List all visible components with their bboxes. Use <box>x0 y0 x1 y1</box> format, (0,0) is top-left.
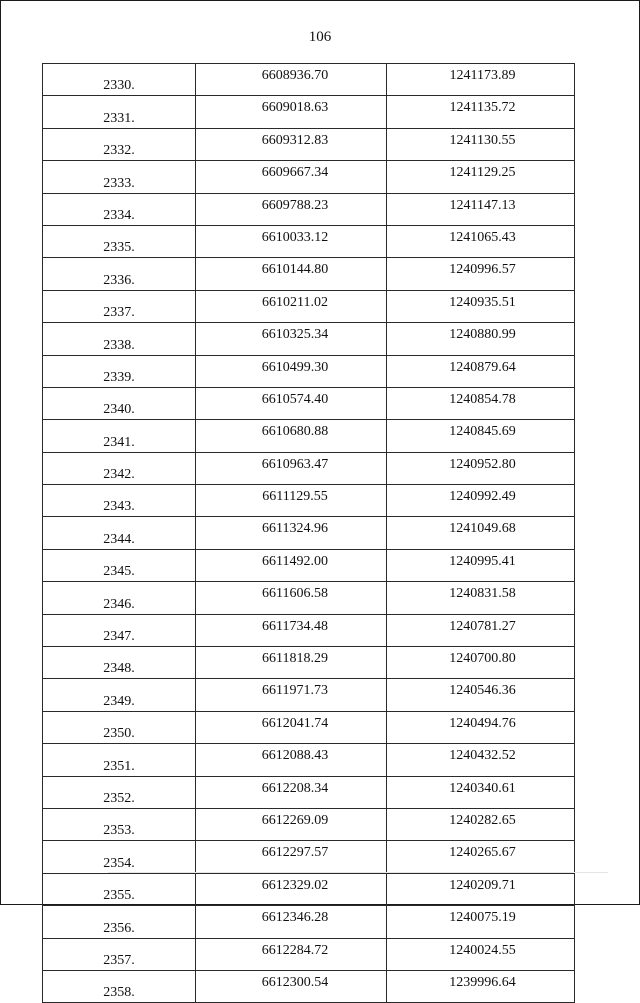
y-coordinate-cell: 1240340.61 <box>387 776 575 808</box>
table-row <box>43 355 575 387</box>
point-number-cell: 2356. <box>43 906 196 938</box>
x-coordinate-cell: 6610574.40 <box>196 387 387 419</box>
x-coordinate-cell: 6611818.29 <box>196 647 387 679</box>
point-number-cell: 2348. <box>43 647 196 679</box>
table-row <box>43 679 575 711</box>
x-coordinate-cell: 6612329.02 <box>196 873 387 905</box>
x-coordinate-cell: 6611324.96 <box>196 517 387 549</box>
point-number-cell: 2336. <box>43 258 196 290</box>
table-row <box>43 906 575 938</box>
point-number-cell: 2332. <box>43 128 196 160</box>
y-coordinate-cell: 1240845.69 <box>387 420 575 452</box>
point-number-cell: 2344. <box>43 517 196 549</box>
y-coordinate-cell: 1241065.43 <box>387 225 575 257</box>
x-coordinate-cell: 6609018.63 <box>196 96 387 128</box>
table-row <box>43 711 575 743</box>
x-coordinate-cell: 6612300.54 <box>196 970 387 1002</box>
y-coordinate-cell: 1241173.89 <box>387 64 575 96</box>
x-coordinate-cell: 6609312.83 <box>196 128 387 160</box>
point-number-cell: 2335. <box>43 225 196 257</box>
table-row <box>43 96 575 128</box>
y-coordinate-cell: 1240024.55 <box>387 938 575 970</box>
point-number-cell: 2345. <box>43 549 196 581</box>
table-row <box>43 193 575 225</box>
table-row <box>43 290 575 322</box>
x-coordinate-cell: 6611734.48 <box>196 614 387 646</box>
point-number-cell: 2349. <box>43 679 196 711</box>
table-row <box>43 582 575 614</box>
x-coordinate-cell: 6610680.88 <box>196 420 387 452</box>
y-coordinate-cell: 1240854.78 <box>387 387 575 419</box>
x-coordinate-cell: 6612346.28 <box>196 906 387 938</box>
point-number-cell: 2354. <box>43 841 196 873</box>
point-number-cell: 2352. <box>43 776 196 808</box>
y-coordinate-cell: 1240075.19 <box>387 906 575 938</box>
x-coordinate-cell: 6609788.23 <box>196 193 387 225</box>
point-number-cell: 2334. <box>43 193 196 225</box>
x-coordinate-cell: 6609667.34 <box>196 161 387 193</box>
table-row <box>43 614 575 646</box>
table-row <box>43 452 575 484</box>
y-coordinate-cell: 1240494.76 <box>387 711 575 743</box>
point-number-cell: 2355. <box>43 873 196 905</box>
table-row <box>43 161 575 193</box>
table-row <box>43 776 575 808</box>
point-number-cell: 2340. <box>43 387 196 419</box>
x-coordinate-cell: 6612297.57 <box>196 841 387 873</box>
point-number-cell: 2351. <box>43 744 196 776</box>
y-coordinate-cell: 1240432.52 <box>387 744 575 776</box>
y-coordinate-cell: 1240546.36 <box>387 679 575 711</box>
y-coordinate-cell: 1240935.51 <box>387 290 575 322</box>
y-coordinate-cell: 1241135.72 <box>387 96 575 128</box>
table-row <box>43 258 575 290</box>
x-coordinate-cell: 6612269.09 <box>196 808 387 840</box>
table-row <box>43 323 575 355</box>
point-number-cell: 2357. <box>43 938 196 970</box>
point-number-cell: 2341. <box>43 420 196 452</box>
x-coordinate-cell: 6612208.34 <box>196 776 387 808</box>
footer-scan-line <box>108 872 608 873</box>
x-coordinate-cell: 6610499.30 <box>196 355 387 387</box>
point-number-cell: 2339. <box>43 355 196 387</box>
point-number-cell: 2347. <box>43 614 196 646</box>
x-coordinate-cell: 6612088.43 <box>196 744 387 776</box>
y-coordinate-cell: 1240265.67 <box>387 841 575 873</box>
table-row <box>43 938 575 970</box>
y-coordinate-cell: 1240282.65 <box>387 808 575 840</box>
table-row <box>43 744 575 776</box>
x-coordinate-cell: 6612041.74 <box>196 711 387 743</box>
table-row <box>43 225 575 257</box>
table-row <box>43 128 575 160</box>
y-coordinate-cell: 1240781.27 <box>387 614 575 646</box>
table-row <box>43 485 575 517</box>
y-coordinate-cell: 1240992.49 <box>387 485 575 517</box>
table-row <box>43 64 575 96</box>
x-coordinate-cell: 6611971.73 <box>196 679 387 711</box>
x-coordinate-cell: 6612284.72 <box>196 938 387 970</box>
coordinates-table <box>42 63 575 1003</box>
table-row <box>43 549 575 581</box>
y-coordinate-cell: 1240879.64 <box>387 355 575 387</box>
table-row <box>43 808 575 840</box>
page-number: 106 <box>308 29 332 45</box>
x-coordinate-cell: 6610033.12 <box>196 225 387 257</box>
point-number-cell: 2331. <box>43 96 196 128</box>
x-coordinate-cell: 6611129.55 <box>196 485 387 517</box>
point-number-cell: 2353. <box>43 808 196 840</box>
y-coordinate-cell: 1240996.57 <box>387 258 575 290</box>
y-coordinate-cell: 1241049.68 <box>387 517 575 549</box>
y-coordinate-cell: 1240831.58 <box>387 582 575 614</box>
y-coordinate-cell: 1240952.80 <box>387 452 575 484</box>
point-number-cell: 2342. <box>43 452 196 484</box>
point-number-cell: 2358. <box>43 970 196 1002</box>
table-row <box>43 387 575 419</box>
y-coordinate-cell: 1239996.64 <box>387 970 575 1002</box>
y-coordinate-cell: 1240880.99 <box>387 323 575 355</box>
x-coordinate-cell: 6610144.80 <box>196 258 387 290</box>
x-coordinate-cell: 6610325.34 <box>196 323 387 355</box>
point-number-cell: 2330. <box>43 64 196 96</box>
point-number-cell: 2346. <box>43 582 196 614</box>
table-row <box>43 647 575 679</box>
table-row <box>43 841 575 873</box>
x-coordinate-cell: 6610963.47 <box>196 452 387 484</box>
point-number-cell: 2333. <box>43 161 196 193</box>
y-coordinate-cell: 1241147.13 <box>387 193 575 225</box>
y-coordinate-cell: 1240995.41 <box>387 549 575 581</box>
y-coordinate-cell: 1241129.25 <box>387 161 575 193</box>
x-coordinate-cell: 6611492.00 <box>196 549 387 581</box>
table-row <box>43 420 575 452</box>
x-coordinate-cell: 6610211.02 <box>196 290 387 322</box>
y-coordinate-cell: 1240700.80 <box>387 647 575 679</box>
point-number-cell: 2350. <box>43 711 196 743</box>
table-row <box>43 517 575 549</box>
table-row <box>43 970 575 1002</box>
x-coordinate-cell: 6611606.58 <box>196 582 387 614</box>
y-coordinate-cell: 1240209.71 <box>387 873 575 905</box>
y-coordinate-cell: 1241130.55 <box>387 128 575 160</box>
point-number-cell: 2343. <box>43 485 196 517</box>
table-row <box>43 873 575 905</box>
point-number-cell: 2338. <box>43 323 196 355</box>
point-number-cell: 2337. <box>43 290 196 322</box>
coordinates-table-body <box>43 64 575 1003</box>
x-coordinate-cell: 6608936.70 <box>196 64 387 96</box>
